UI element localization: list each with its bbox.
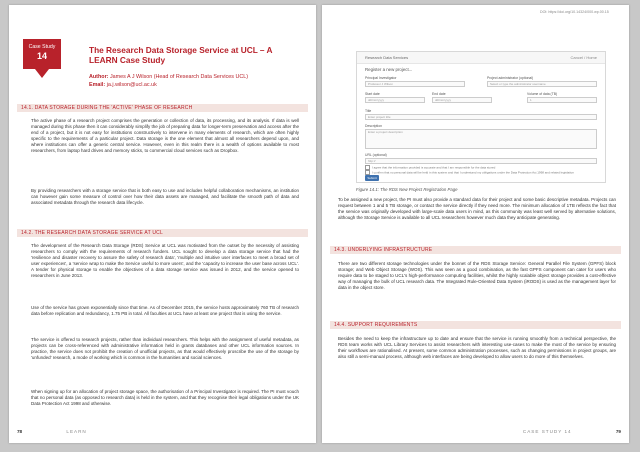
- case-study-number: 14: [36, 51, 47, 61]
- case-study-badge: [23, 39, 61, 69]
- admin-field[interactable]: Select or type the administrator username: [487, 81, 597, 87]
- section-heading-14-2: 14.2. THE RESEARCH DATA STORAGE SERVICE AT UCL: [17, 229, 308, 237]
- paragraph: The active phase of a research project comprises the generation or collection of data, its processing, and its analysis. If data is well managed during this phase then it can considerably simplify the job of preparing data for longer-term preservation and access after the end of a project, but it is not easy for institutions constructively to intervene in many elements of research, which are often highly specific to the requirements of a particular project. Data storage is the one element that almost all researchers depend upon, and where institutions can offer a generic central service. However, even in this realm there is a wealth of options available to most researchers, from laptop hard drives and memory sticks, to commercial cloud services such as Dropbox.: [31, 118, 299, 153]
- description-field[interactable]: Enter a project description: [365, 129, 597, 149]
- figure-header-title: Research Data Services: [365, 55, 409, 60]
- section-heading-14-1: 14.1. DATA STORAGE DURING THE 'ACTIVE' PHASE OF RESEARCH: [17, 104, 308, 112]
- paragraph: Besides the need to keep the infrastructure up to date and ensure that the service is running smoothly from a technical perspective, the RDS team works with UCL Library Services to assist researchers with interesting use-cases to make the most of the service by ensuring their workflows are rationalised. At present, some common administration processes, such as changing permissions in project groups, are also still a semi-manual process, although web interfaces are being developed to allow users to do more of this themselves.: [338, 336, 616, 359]
- volume-label: Volume of data (TB): [527, 92, 558, 96]
- section-heading-14-3: 14.3. UNDERLYING INFRASTRUCTURE: [330, 246, 621, 254]
- right-page: [322, 5, 629, 443]
- pi-label: Principal Investigator: [365, 76, 397, 80]
- admin-label: Project administrator (optional): [487, 76, 534, 80]
- description-label: Description: [365, 124, 382, 128]
- email-label: Email:: [89, 82, 106, 88]
- chapter-title: The Research Data Storage Service at UCL – A LEARN Case Study: [89, 45, 273, 65]
- title-field[interactable]: Enter project title: [365, 114, 597, 120]
- figure-caption: Figure 14.1: The RDS New Project Registration Page: [356, 187, 458, 192]
- left-page: [9, 5, 316, 443]
- author-label: Author:: [89, 74, 109, 80]
- paragraph: To be assigned a new project, the PI must also provide a standard data for their project and some basic descriptive metadata. Projects can request between 1 and 5 TB storage, or contact the service directly if they need more. The minimum allocation of 1TB reflects the fact that the service was originally developed with large-scale data users in mind, as this community was least well served by alternative solutions, although the Storage Service is available to all UCL researchers however much data they anticipate generating.: [338, 197, 616, 220]
- paragraph: By providing researchers with a storage service that is both easy to use and includes helpful collaboration mechanisms, an institution can however gain some measure of control over how their data assets are managed, and facilitate the smooth path of data and associated metadata through the research data lifecycle.: [31, 188, 299, 205]
- case-study-label: Case Study: [28, 44, 56, 50]
- start-date-field[interactable]: dd/mm/yyyy: [365, 97, 425, 103]
- paragraph: Use of the service has grown exponentially since that time. As of December 2015, the service hosts approximately 760 TB of research data before replication and redundancy, 1.75 PB in total. All faculties at UCL have at least one project that is using the service.: [31, 305, 299, 316]
- data-protection-checkbox[interactable]: I confirm that no personal data will be held in this system and that I understand my obligations under the Data Protection Act 1998 and related legislation: [365, 170, 574, 175]
- doi-text: DOI: https://doi.org/10.14324/000.wp.00.15: [540, 10, 609, 14]
- end-date-field[interactable]: dd/mm/yyyy: [432, 97, 492, 103]
- submit-button[interactable]: Submit: [365, 175, 379, 181]
- figure-subtitle: Register a new project...: [365, 67, 413, 72]
- volume-field[interactable]: 1: [527, 97, 597, 103]
- section-heading-14-4: 14.4. SUPPORT REQUIREMENTS: [330, 321, 621, 329]
- paragraph: There are two different storage technologies under the bonnet of the RDS Storage Service: General Parallel File System (GPFS) block storage; and Web Object Storage (WOS). This was seen as a good combination, as the fast GPFS component can cater for users who require data to be staged to UCL's high-performance computing facilities, whilst the highly scalable object storage provides a cost-effective way of managing the bulk of UCL research data. The Integrated Rule-Oriented Data System (iRODS) is used as the management layer for data in the object store.: [338, 261, 616, 290]
- paragraph: The service is offered to research projects, rather than individual researchers. This helps with the assignment of useful metadata, as projects can be cross-referenced with administrative information held in grants databases and other UCL information sources. In practice, the service does not prohibit the creation of unofficial projects, as that would effectively proscribe the use of the storage by 'unfunded' research, a mode of working which is common in the humanities and social sciences.: [31, 337, 299, 360]
- agreement-checkbox[interactable]: I agree that the information provided is accurate and that I am responsible for the data stored: [365, 165, 495, 170]
- paragraph: The development of the Research Data Storage (RDS) Service at UCL was motivated from the outset by the necessity of assisting researchers to comply with the requirements of research funders. UCL sought to develop a data storage service that had the 'resilience and disaster recovery to assure the safety of research data', 'multiple and intuitive user interfaces to meet a broad set of user experiences', a 'service wrap to make the Service useful to more users', and the 'capacity to increase the user base across UCL'. A tender for physical storage to enable the objectives of a data storage service was issued in 2012, and the service opened to researchers in June 2013.: [31, 243, 299, 278]
- title-label: Title: [365, 109, 372, 113]
- pi-field[interactable]: Professor J Wilson: [365, 81, 465, 87]
- author-line: [89, 74, 299, 80]
- email-line: [89, 82, 157, 88]
- paragraph: When signing up for an allocation of project storage space, the authorisation of a Principal Investigator is required. The PI must vouch that no personal data (as opposed to research data) is held in the system, and that they recognise their legal obligations under the UK Data Protection Act 1998 and otherwise.: [31, 389, 299, 406]
- registration-form-figure: [356, 51, 606, 183]
- left-footer-label: LEARN: [66, 429, 87, 434]
- author-value: James A J Wilson (Head of Research Data Services UCL): [109, 74, 249, 80]
- start-date-label: Start date: [365, 92, 380, 96]
- right-footer-label: CASE STUDY 14: [522, 429, 572, 434]
- end-date-label: End date: [432, 92, 446, 96]
- url-field[interactable]: http://: [365, 158, 597, 164]
- left-footer: [17, 429, 87, 434]
- url-label: URL (optional): [365, 153, 387, 157]
- email-link[interactable]: ja.j.wilson@ucl.ac.uk: [106, 82, 157, 88]
- figure-header-link[interactable]: Cancel / Home: [570, 55, 597, 60]
- figure-header: [357, 52, 605, 64]
- left-page-number: 78: [17, 429, 23, 434]
- right-page-number: 79: [615, 429, 621, 434]
- right-footer: [523, 429, 621, 434]
